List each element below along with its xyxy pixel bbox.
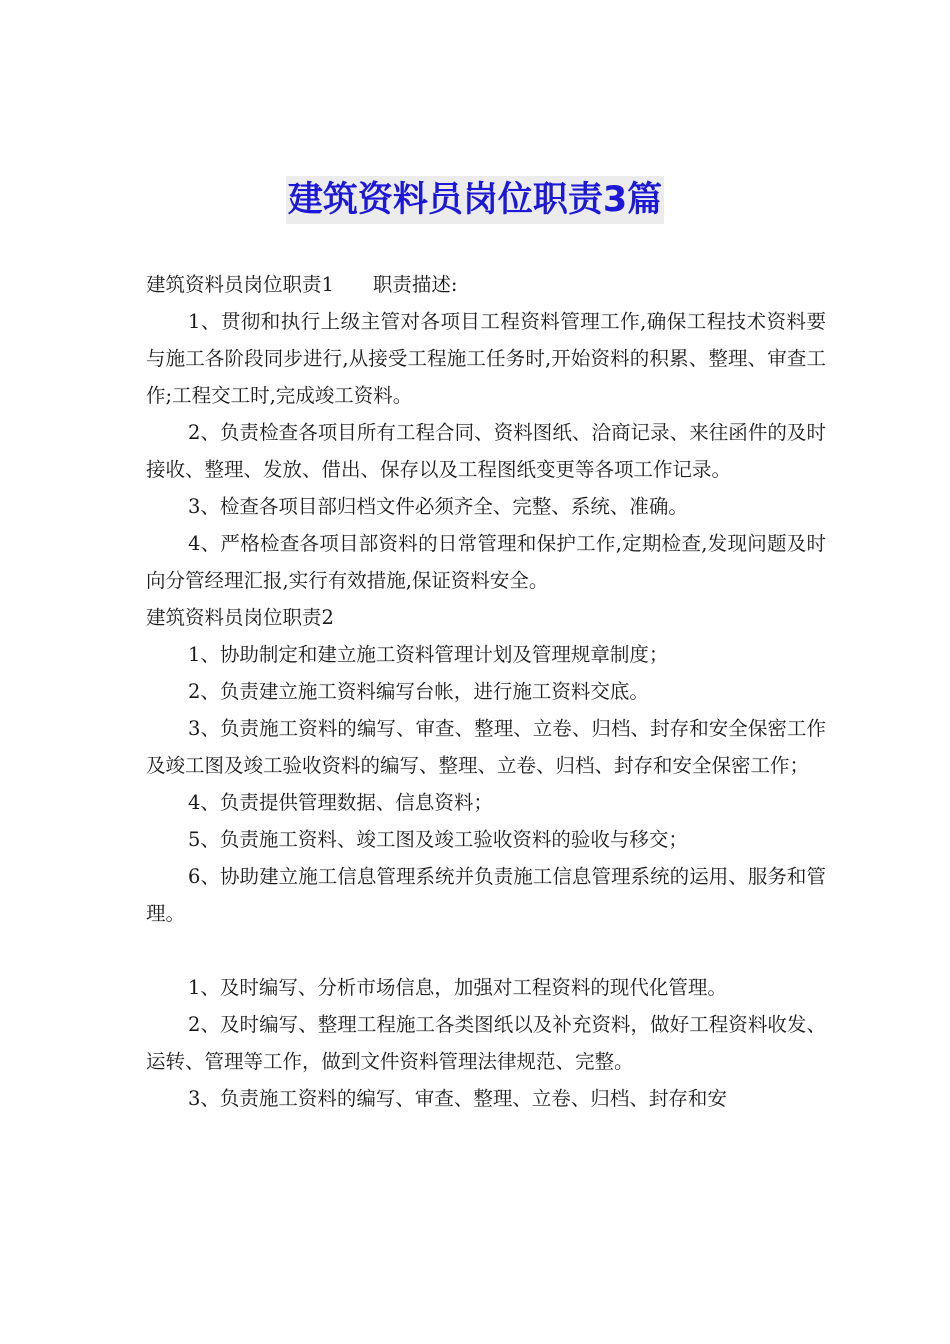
paragraph-item: 5、负责施工资料、竣工图及竣工验收资料的验收与移交； bbox=[188, 828, 688, 851]
paragraph-item: 2、负责建立施工资料编写台帐，进行施工资料交底。 bbox=[188, 680, 649, 703]
paragraph-item: 3、负责施工资料的编写、审查、整理、立卷、归档、封存和安 bbox=[188, 1087, 727, 1110]
document-title bbox=[0, 176, 950, 224]
document-body bbox=[146, 266, 826, 1117]
paragraph-item: 1、及时编写、分析市场信息，加强对工程资料的现代化管理。 bbox=[188, 976, 727, 999]
paragraph-heading-2: 建筑资料员岗位职责2 bbox=[146, 606, 334, 629]
paragraph-heading-1: 建筑资料员岗位职责1 职责描述: bbox=[146, 273, 458, 296]
paragraph-item: 2、负责检查各项目所有工程合同、资料图纸、洽商记录、来往函件的及时接收、整理、发放、借出、保存以及工程图纸变更等各项工作记录。 bbox=[146, 421, 826, 481]
paragraph-item: 2、及时编写、整理工程施工各类图纸以及补充资料，做好工程资料收发、运转、管理等工作，做到文件资料管理法律规范、完整。 bbox=[146, 1013, 826, 1073]
paragraph-item: 6、协助建立施工信息管理系统并负责施工信息管理系统的运用、服务和管理。 bbox=[146, 865, 826, 925]
document-title-text: 建筑资料员岗位职责3篇 bbox=[286, 176, 664, 224]
paragraph-item: 4、负责提供管理数据、信息资料； bbox=[188, 791, 493, 814]
blank-line bbox=[146, 932, 826, 969]
paragraph-item: 4、严格检查各项目部资料的日常管理和保护工作,定期检查,发现问题及时向分管经理汇报,实行有效措施,保证资料安全。 bbox=[146, 532, 826, 592]
paragraph-item: 1、协助制定和建立施工资料管理计划及管理规章制度； bbox=[188, 643, 669, 666]
paragraph-item: 1、贯彻和执行上级主管对各项目工程资料管理工作,确保工程技术资料要与施工各阶段同步进行,从接受工程施工任务时,开始资料的积累、整理、审查工作;工程交工时,完成竣工资料。 bbox=[146, 310, 826, 407]
paragraph-item: 3、负责施工资料的编写、审查、整理、立卷、归档、封存和安全保密工作及竣工图及竣工验收资料的编写、整理、立卷、归档、封存和安全保密工作； bbox=[146, 717, 826, 777]
paragraph-item: 3、检查各项目部归档文件必须齐全、完整、系统、准确。 bbox=[188, 495, 688, 518]
